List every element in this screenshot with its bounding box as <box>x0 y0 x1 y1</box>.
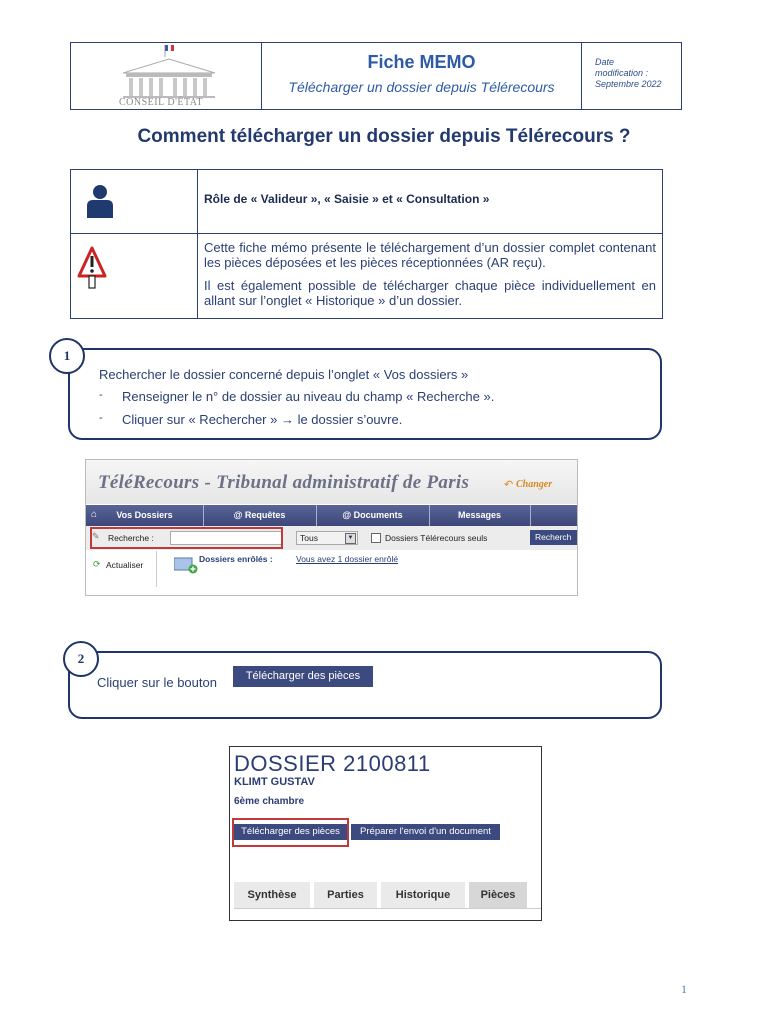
divider <box>156 551 157 587</box>
chevron-down-icon: ▼ <box>345 533 356 544</box>
dossier-download-button[interactable]: Télécharger des pièces <box>234 824 347 840</box>
memo-header <box>70 42 682 110</box>
checkbox-label: Dossiers Télérecours seuls <box>385 533 488 543</box>
bullet-marker: - <box>99 412 103 424</box>
enrolled-link[interactable]: Vous avez 1 dossier enrôlé <box>296 554 399 564</box>
dossier-name: KLIMT GUSTAV <box>234 776 315 788</box>
nav-messages[interactable]: Messages <box>429 505 531 526</box>
search-label: Recherche : <box>108 533 154 543</box>
conseil-etat-logo <box>71 43 262 109</box>
search-button[interactable]: Recherch <box>530 530 578 545</box>
download-pieces-button[interactable]: Télécharger des pièces <box>233 666 373 687</box>
nav-vos-dossiers[interactable]: Vos Dossiers <box>86 505 204 526</box>
nav-requetes[interactable]: @ Requêtes <box>203 505 317 526</box>
step-1-number: 1 <box>49 338 85 374</box>
home-icon[interactable]: ⌂ <box>91 509 98 520</box>
memo-subtitle: Télécharger un dossier depuis Télérecours <box>288 79 555 95</box>
tab-parties[interactable]: Parties <box>314 882 377 908</box>
step-1-bullet-2: Cliquer sur « Rechercher » → le dossier s’ouvre. <box>122 412 403 427</box>
step-2-number: 2 <box>63 641 99 677</box>
date-label-modification: modification : <box>595 68 649 78</box>
dossier-title: DOSSIER 2100811 <box>234 751 431 776</box>
date-value: Septembre 2022 <box>595 79 662 89</box>
tab-pieces[interactable]: Pièces <box>469 882 527 908</box>
nav-documents[interactable]: @ Documents <box>316 505 430 526</box>
role-text: Rôle de « Valideur », « Saisie » et « Consultation » <box>204 192 490 206</box>
table-divider <box>197 170 198 318</box>
search-highlight <box>90 527 283 549</box>
search-icon: ✎ <box>92 531 100 541</box>
step-2-text: Cliquer sur le bouton <box>97 675 217 690</box>
telerecours-nav <box>86 505 577 526</box>
enrolled-label: Dossiers enrôlés : <box>199 554 273 564</box>
undo-arrow-icon: ↶ <box>504 479 514 491</box>
change-link[interactable]: Changer <box>516 479 553 490</box>
dossier-chamber: 6ème chambre <box>234 796 305 807</box>
step-1-bullet-1: Renseigner le n° de dossier au niveau du champ « Recherche ». <box>122 389 495 404</box>
person-icon <box>86 184 114 223</box>
warning-sign-icon <box>77 246 107 295</box>
refresh-icon[interactable]: ⟳ <box>93 559 101 569</box>
tab-historique[interactable]: Historique <box>381 882 465 908</box>
page-number: 1 <box>681 982 687 996</box>
telerecours-title: TéléRecours - Tribunal administratif de Paris <box>98 472 470 493</box>
tab-underline <box>234 908 541 909</box>
bullet-marker: - <box>99 389 103 401</box>
info-paragraph: Cette fiche mémo présente le téléchargement d’un dossier complet contenant les pièces déposées et les pièces réceptionnées (AR reçu). <box>204 240 656 270</box>
folder-add-icon <box>174 556 198 579</box>
filter-value: Tous <box>300 533 318 543</box>
page-title: Comment télécharger un dossier depuis Télérecours ? <box>137 126 631 147</box>
step-2-box <box>68 651 662 719</box>
memo-title: Fiche MEMO <box>367 52 476 72</box>
step-1-intro: Rechercher le dossier concerné depuis l’onglet « Vos dossiers » <box>99 367 469 382</box>
date-label: Date <box>595 57 615 67</box>
role-table <box>70 169 663 319</box>
info-paragraph-history: Il est également possible de télécharger chaque pièce individuellement en allant sur l’onglet « Historique » d’un dossier. <box>204 278 656 308</box>
filter-select[interactable] <box>296 531 358 545</box>
logo-text: CONSEIL D'ÉTAT <box>119 97 204 108</box>
telerecours-only-checkbox[interactable] <box>371 533 381 543</box>
modification-date <box>582 43 681 109</box>
dossier-screenshot <box>229 746 542 921</box>
refresh-label[interactable]: Actualiser <box>106 560 144 570</box>
download-highlight <box>232 818 349 847</box>
prepare-document-button[interactable]: Préparer l'envoi d'un document <box>351 824 500 840</box>
step-1-box <box>68 348 662 440</box>
telerecours-screenshot <box>85 459 578 596</box>
tab-synthese[interactable]: Synthèse <box>234 882 310 908</box>
